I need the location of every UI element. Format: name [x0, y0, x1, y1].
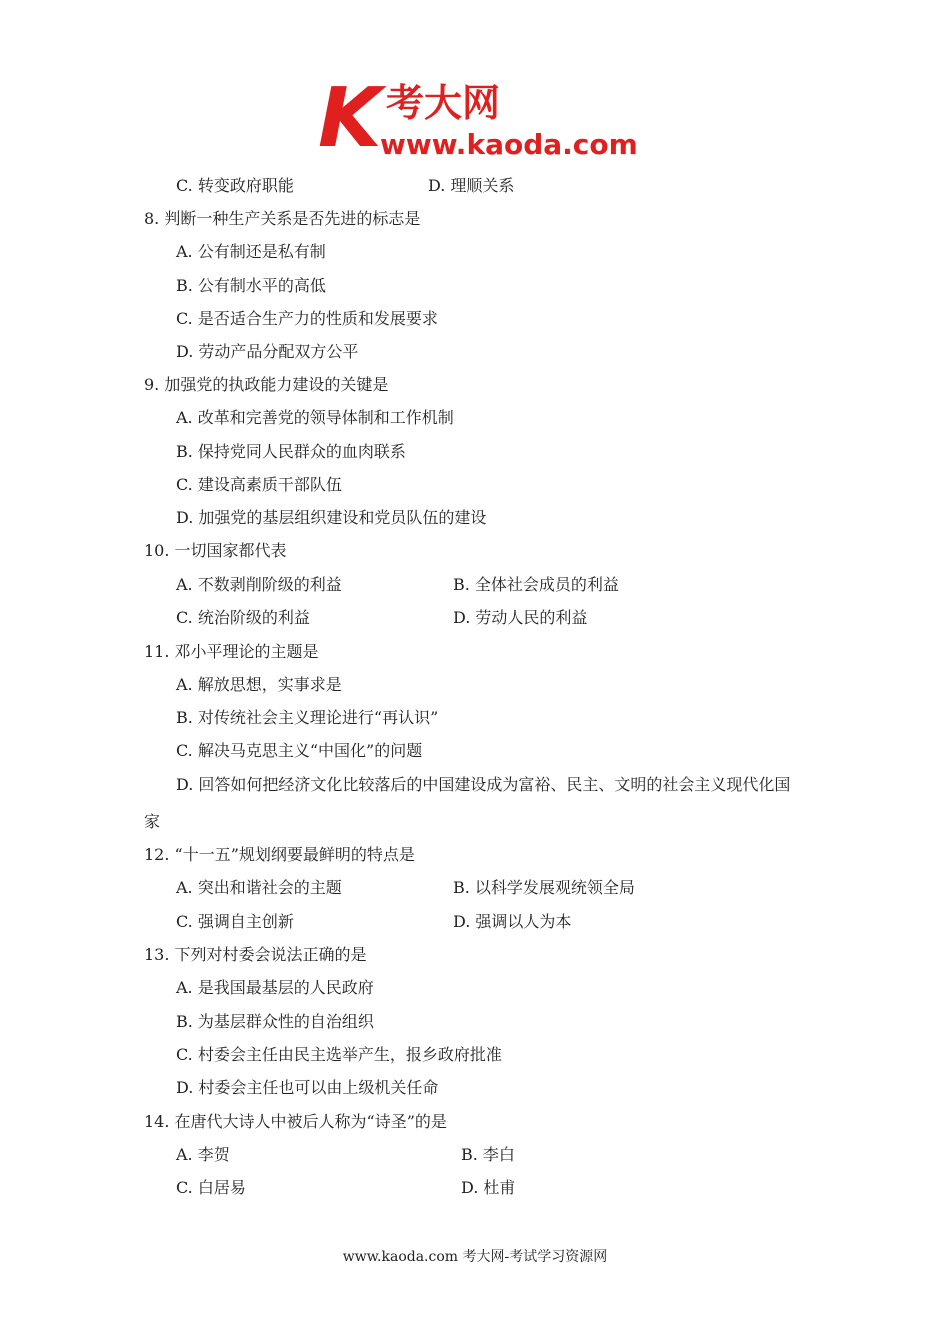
logo-cn-name: 考大网 [386, 81, 501, 125]
option-d: D. 劳动人民的利益 [453, 608, 588, 627]
question-13: 13. 下列对村委会说法正确的是 [144, 945, 367, 964]
logo-url: www.kaoda.com [380, 128, 638, 158]
question-12: 12. “十一五”规划纲要最鲜明的特点是 [144, 845, 415, 864]
option-c: C. 解决马克思主义“中国化”的问题 [176, 741, 423, 760]
option-c: C. 建设高素质干部队伍 [176, 475, 342, 494]
option-a: A. 是我国最基层的人民政府 [176, 978, 374, 997]
option-a: A. 李贺 [176, 1145, 230, 1164]
option-c: C. 白居易 [176, 1178, 246, 1197]
logo-k-mark: K [318, 78, 382, 158]
option-a: A. 解放思想，实事求是 [176, 675, 342, 694]
option-b: B. 为基层群众性的自治组织 [176, 1012, 374, 1031]
option-c: C. 强调自主创新 [176, 912, 294, 931]
option-d: D. 劳动产品分配双方公平 [176, 342, 359, 361]
option-a: A. 不数剥削阶级的利益 [176, 575, 342, 594]
option-d: D. 杜甫 [461, 1178, 516, 1197]
question-10: 10. 一切国家都代表 [144, 541, 287, 560]
option-c: C. 是否适合生产力的性质和发展要求 [176, 309, 438, 328]
option-c: C. 转变政府职能 [176, 176, 294, 195]
page-footer: www.kaoda.com 考大网-考试学习资源网 [342, 1249, 608, 1265]
question-14: 14. 在唐代大诗人中被后人称为“诗圣”的是 [144, 1112, 447, 1131]
option-d: D. 理顺关系 [428, 176, 515, 195]
option-b: B. 全体社会成员的利益 [453, 575, 619, 594]
option-d: D. 回答如何把经济文化比较落后的中国建设成为富裕、民主、文明的社会主义现代化国 [176, 775, 791, 794]
option-a: A. 突出和谐社会的主题 [176, 878, 342, 897]
option-c: C. 村委会主任由民主选举产生，报乡政府批准 [176, 1045, 502, 1064]
question-11: 11. 邓小平理论的主题是 [144, 642, 319, 661]
question-8: 8. 判断一种生产关系是否先进的标志是 [144, 209, 421, 228]
option-d: D. 加强党的基层组织建设和党员队伍的建设 [176, 508, 487, 527]
option-b: B. 保持党同人民群众的血肉联系 [176, 442, 406, 461]
option-b: B. 公有制水平的高低 [176, 276, 326, 295]
question-9: 9. 加强党的执政能力建设的关键是 [144, 375, 389, 394]
option-c: C. 统治阶级的利益 [176, 608, 310, 627]
kaoda-logo [318, 78, 638, 158]
option-a: A. 公有制还是私有制 [176, 242, 326, 261]
option-d: D. 强调以人为本 [453, 912, 572, 931]
option-d-continuation: 家 [144, 812, 161, 831]
option-d: D. 村委会主任也可以由上级机关任命 [176, 1078, 439, 1097]
option-a: A. 改革和完善党的领导体制和工作机制 [176, 408, 454, 427]
option-b: B. 李白 [461, 1145, 515, 1164]
option-b: B. 对传统社会主义理论进行“再认识” [176, 708, 439, 727]
option-b: B. 以科学发展观统领全局 [453, 878, 635, 897]
